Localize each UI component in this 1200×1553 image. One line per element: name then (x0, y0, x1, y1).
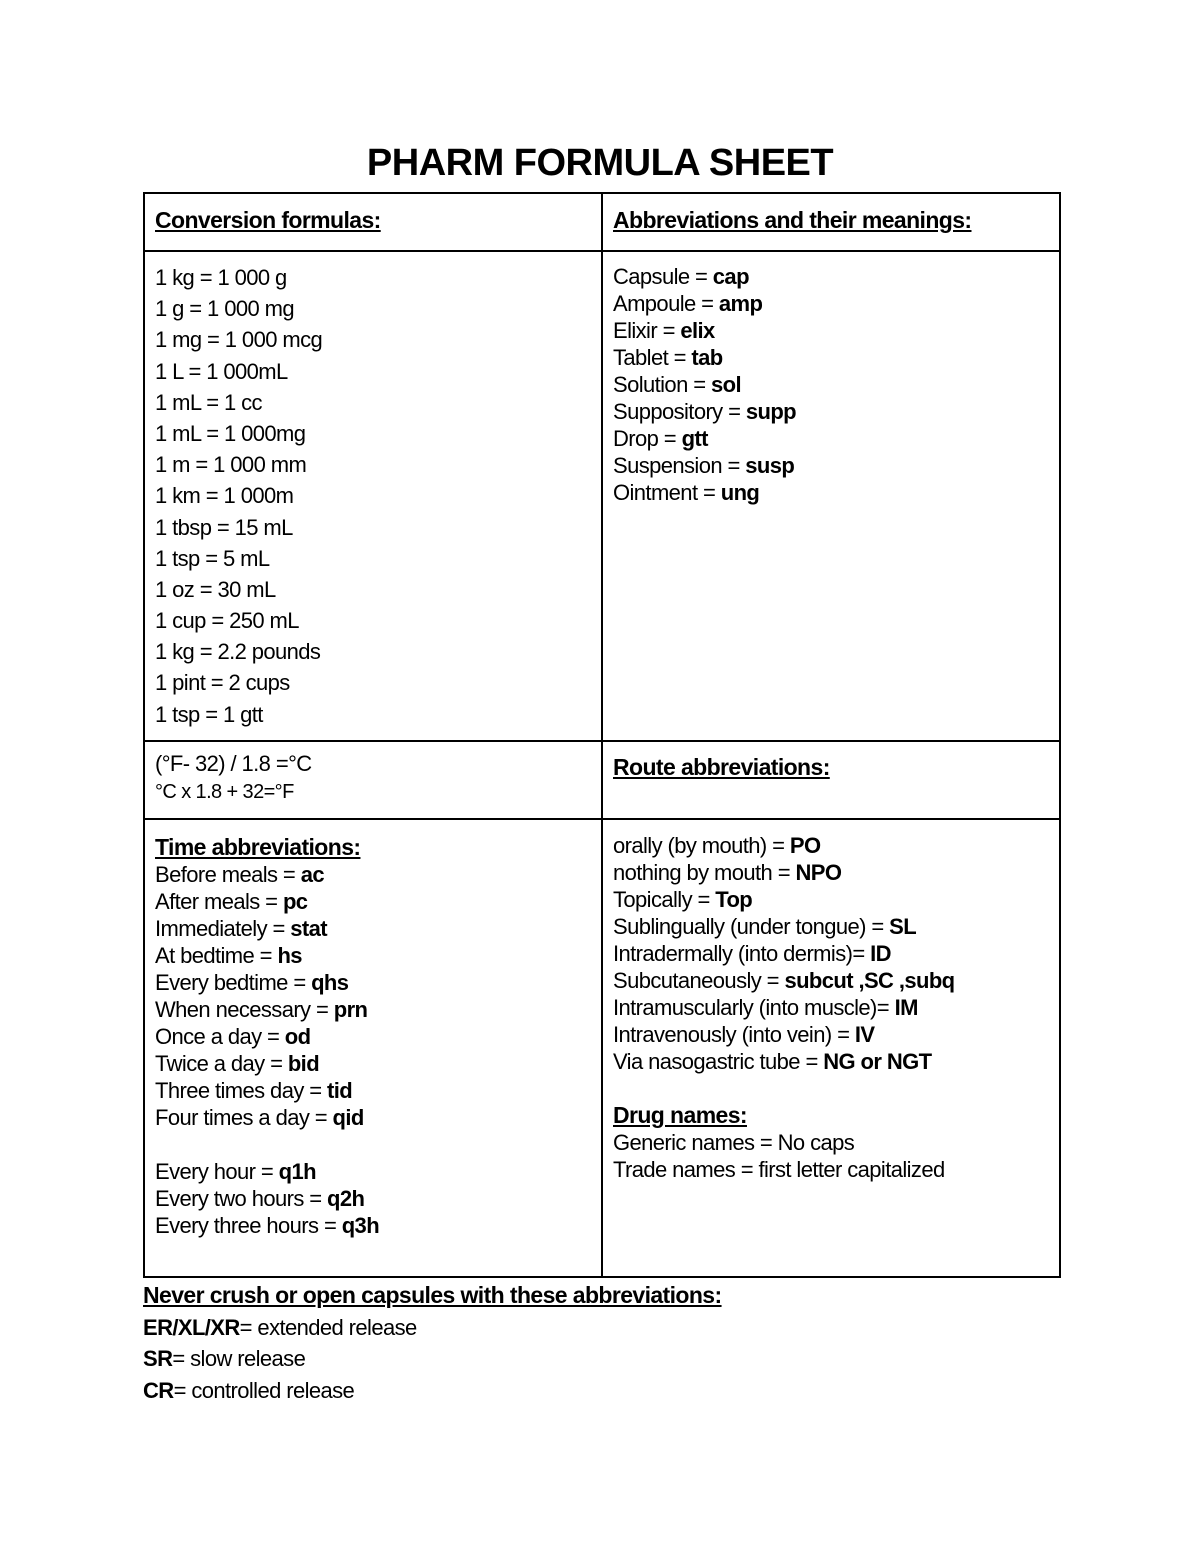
route-header-cell (601, 740, 1061, 820)
page-title: PHARM FORMULA SHEET (366, 142, 834, 184)
route-list-cell (601, 818, 1061, 1278)
conversion-item: 1 L = 1 000mL (155, 358, 288, 384)
abbreviation-item: Suppository = supp (613, 399, 797, 424)
conversion-item: 1 tsp = 1 gtt (155, 701, 263, 727)
time-item: Three times day = tid (155, 1078, 353, 1103)
drug-names-item: Trade names = first letter capitalized (613, 1157, 945, 1182)
hourly-item: Every hour = q1h (155, 1159, 316, 1184)
abbreviation-item: Drop = gtt (613, 426, 708, 451)
route-item: Via nasogastric tube = NG or NGT (613, 1049, 932, 1074)
capsules-item: ER/XL/XR= extended release (143, 1314, 417, 1340)
time-item: At bedtime = hs (155, 943, 302, 968)
abbreviations-list-cell (601, 250, 1061, 742)
abbreviation-item: Solution = sol (613, 372, 741, 397)
conversion-item: 1 oz = 30 mL (155, 576, 276, 602)
conversion-item: 1 g = 1 000 mg (155, 296, 294, 322)
capsules-item: SR= slow release (143, 1346, 306, 1371)
drug-names-heading: Drug names: (613, 1102, 747, 1128)
route-item: Intradermally (into dermis)= ID (613, 941, 891, 966)
time-item: After meals = pc (155, 889, 308, 914)
hourly-item: Every three hours = q3h (155, 1213, 380, 1238)
conversion-list-cell (143, 250, 603, 742)
temperature-cell (143, 740, 603, 820)
abbreviation-item: Ointment = ung (613, 480, 760, 505)
time-item: Once a day = od (155, 1024, 311, 1049)
route-item: Intramuscularly (into muscle)= IM (613, 995, 918, 1020)
abbreviation-item: Tablet = tab (613, 345, 723, 370)
time-abbreviations-cell (143, 818, 603, 1278)
conversion-item: 1 km = 1 000m (155, 483, 294, 509)
abbreviation-item: Suspension = susp (613, 453, 795, 478)
time-item: Four times a day = qid (155, 1105, 364, 1130)
time-item: When necessary = prn (155, 997, 368, 1022)
conversion-heading: Conversion formulas: (155, 207, 381, 233)
route-item: Subcutaneously = subcut ,SC ,subq (613, 968, 955, 993)
abbreviation-item: Elixir = elix (613, 318, 715, 343)
route-item: Intravenously (into vein) = IV (613, 1022, 875, 1047)
temperature-formula: (°F- 32) / 1.8 =°C (155, 751, 312, 776)
formula-table (143, 192, 1061, 1278)
time-item: Before meals = ac (155, 862, 324, 887)
conversion-header-cell (143, 192, 603, 252)
conversion-item: 1 m = 1 000 mm (155, 452, 307, 478)
capsules-heading: Never crush or open capsules with these abbreviations: (143, 1282, 722, 1308)
capsules-section (143, 1280, 722, 1406)
time-item: Every bedtime = qhs (155, 970, 349, 995)
conversion-item: 1 kg = 2.2 pounds (155, 639, 321, 665)
abbreviation-item: Capsule = cap (613, 264, 749, 289)
conversion-item: 1 kg = 1 000 g (155, 265, 287, 290)
drug-names-item: Generic names = No caps (613, 1130, 855, 1155)
time-heading: Time abbreviations: (155, 834, 361, 860)
abbreviation-item: Ampoule = amp (613, 291, 763, 316)
capsules-item: CR= controlled release (143, 1377, 355, 1403)
route-item: Topically = Top (613, 887, 753, 912)
abbreviations-heading: Abbreviations and their meanings: (613, 207, 972, 233)
temperature-formula: °C x 1.8 + 32=°F (155, 781, 294, 803)
time-item: Twice a day = bid (155, 1051, 320, 1076)
route-heading: Route abbreviations: (613, 754, 830, 780)
time-item: Immediately = stat (155, 916, 328, 941)
conversion-item: 1 tsp = 5 mL (155, 545, 270, 571)
conversion-item: 1 mL = 1 000mg (155, 420, 306, 446)
abbreviations-header-cell (601, 192, 1061, 252)
hourly-item: Every two hours = q2h (155, 1186, 365, 1211)
conversion-item: 1 mL = 1 cc (155, 389, 262, 415)
route-item: nothing by mouth = NPO (613, 860, 842, 885)
conversion-item: 1 mg = 1 000 mcg (155, 327, 323, 353)
route-item: Sublingually (under tongue) = SL (613, 914, 917, 939)
conversion-item: 1 tbsp = 15 mL (155, 514, 293, 540)
conversion-item: 1 cup = 250 mL (155, 608, 299, 634)
conversion-item: 1 pint = 2 cups (155, 670, 290, 696)
route-item: orally (by mouth) = PO (613, 833, 821, 858)
